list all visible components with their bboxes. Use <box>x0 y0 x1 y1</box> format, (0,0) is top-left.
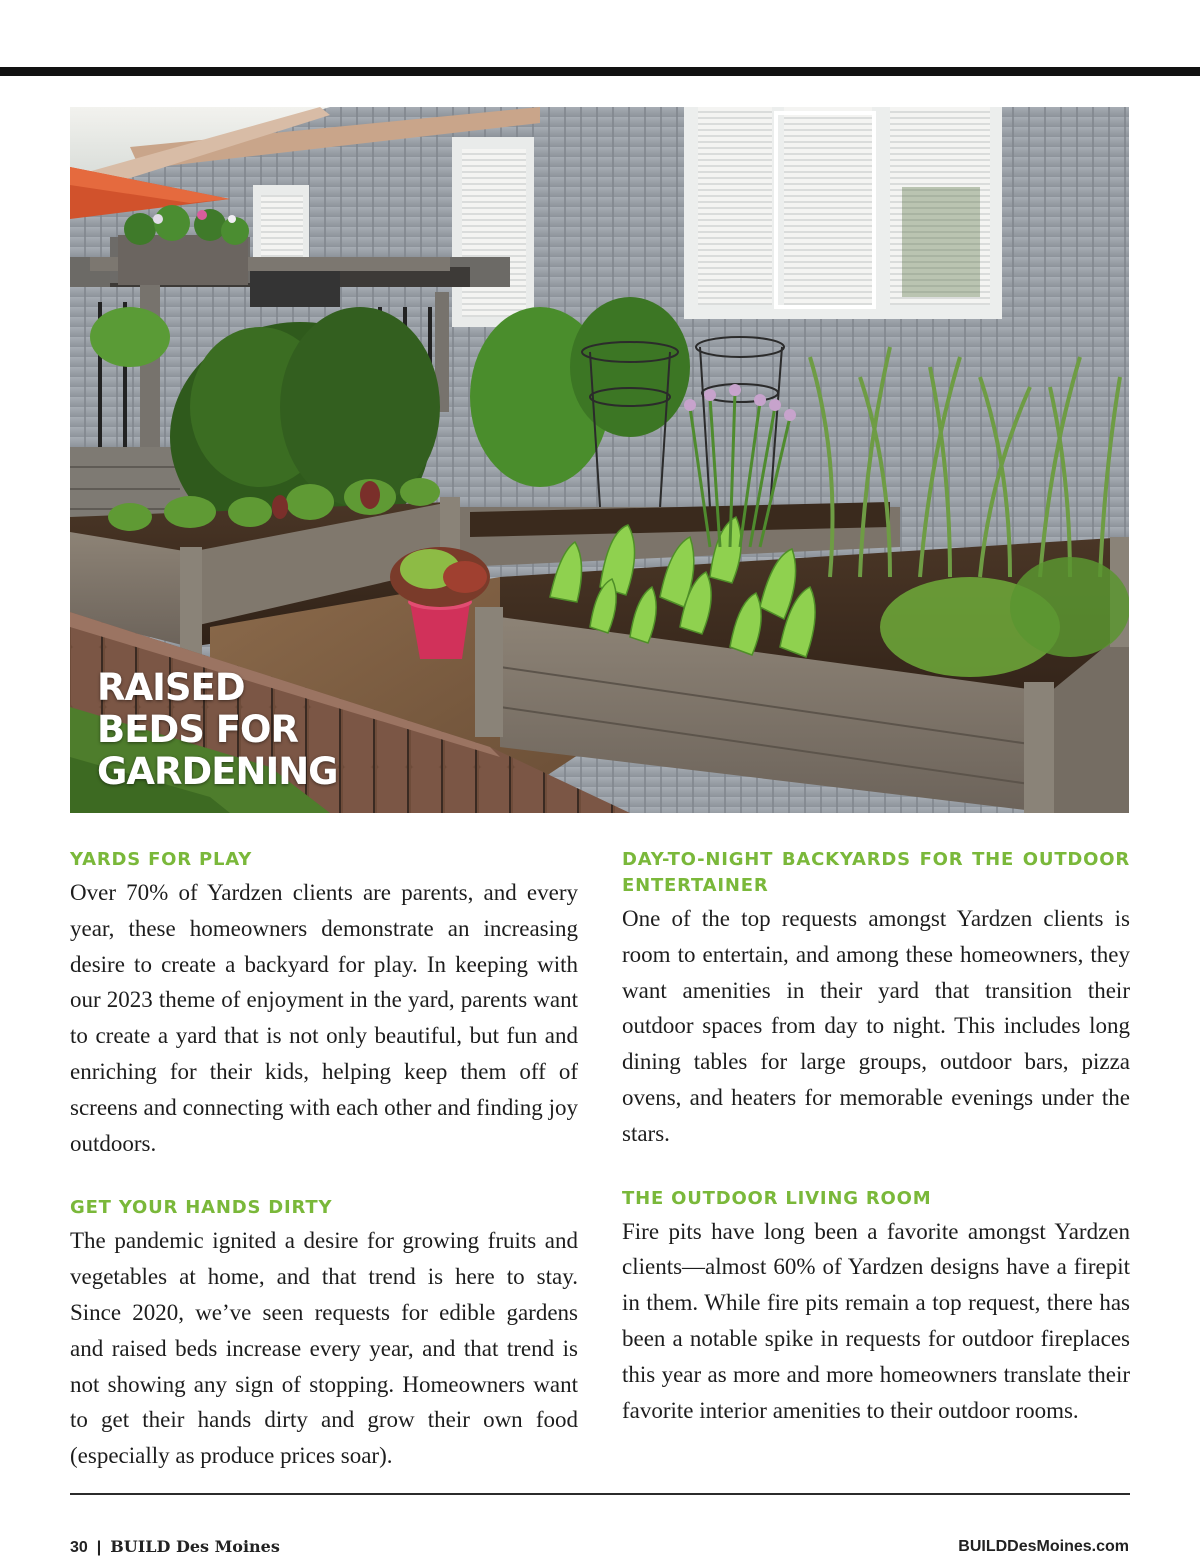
top-rule <box>0 67 1200 76</box>
hero-photo <box>70 107 1129 813</box>
left-column <box>70 847 578 1474</box>
section-day-to-night-backyards <box>622 847 1130 1152</box>
section-heading: GET YOUR HANDS DIRTY <box>70 1197 333 1219</box>
section-heading: YARDS FOR PLAY <box>70 849 253 870</box>
section-get-your-hands-dirty <box>70 1195 578 1474</box>
section-heading: DAY-TO-NIGHT BACKYARDS FOR THE OUTDOOR ENTERTAINER <box>622 849 1130 896</box>
page-number: 30 <box>70 1539 88 1556</box>
section-yards-for-play <box>70 847 578 1161</box>
section-body: Fire pits have long been a favorite amongst Yardzen clients—almost 60% of Yardzen designs have a firepit in them. While fire pits remain a top request, there has been a notable spike in requests for outdoor fireplaces this year as more and more homeowners translate their favorite interior amenities to their outdoor rooms. <box>622 1218 1130 1423</box>
footer-website: BUILDDesMoines.com <box>958 1538 1129 1555</box>
hero-title-line-3: GARDENING <box>97 750 338 793</box>
hero-title-line-2: BEDS FOR <box>97 708 298 751</box>
publication-name: BUILD Des Moines <box>110 1537 280 1556</box>
section-body: Over 70% of Yardzen clients are parents, and every year, these homeowners demonstrate an increasing desire to create a backyard for play. In keeping with our 2023 theme of enjoyment in the yard, parents want to create a yard that is not only beautiful, but fun and enriching for their kids, helping keep them off of screens and connecting with each other and finding joy outdoors. <box>70 880 578 1156</box>
section-outdoor-living-room <box>622 1186 1130 1429</box>
right-column <box>622 847 1130 1428</box>
section-heading: THE OUTDOOR LIVING ROOM <box>622 1187 932 1209</box>
section-body: The pandemic ignited a desire for growing fruits and vegetables at home, and that trend is here to stay. Since 2020, we’ve seen requests for edible gardens and raised beds increase every year, and that trend is not showing any sign of stopping. Homeowners want to get their hands dirty and grow their own food (especially as produce prices soar). <box>70 1228 578 1469</box>
footer-folio <box>70 1537 280 1558</box>
hero-title <box>97 667 338 793</box>
section-body: One of the top requests amongst Yardzen clients is room to entertain, and among these homeowners, they want amenities in their yard that transition their outdoor spaces from day to night. This includes long dining tables for large groups, outdoor bars, pizza ovens, and heaters for memorable evenings under the stars. <box>622 906 1130 1146</box>
footer-rule <box>70 1493 1130 1495</box>
hero-title-line-1: RAISED <box>97 666 245 709</box>
footer-separator: | <box>96 1539 102 1556</box>
